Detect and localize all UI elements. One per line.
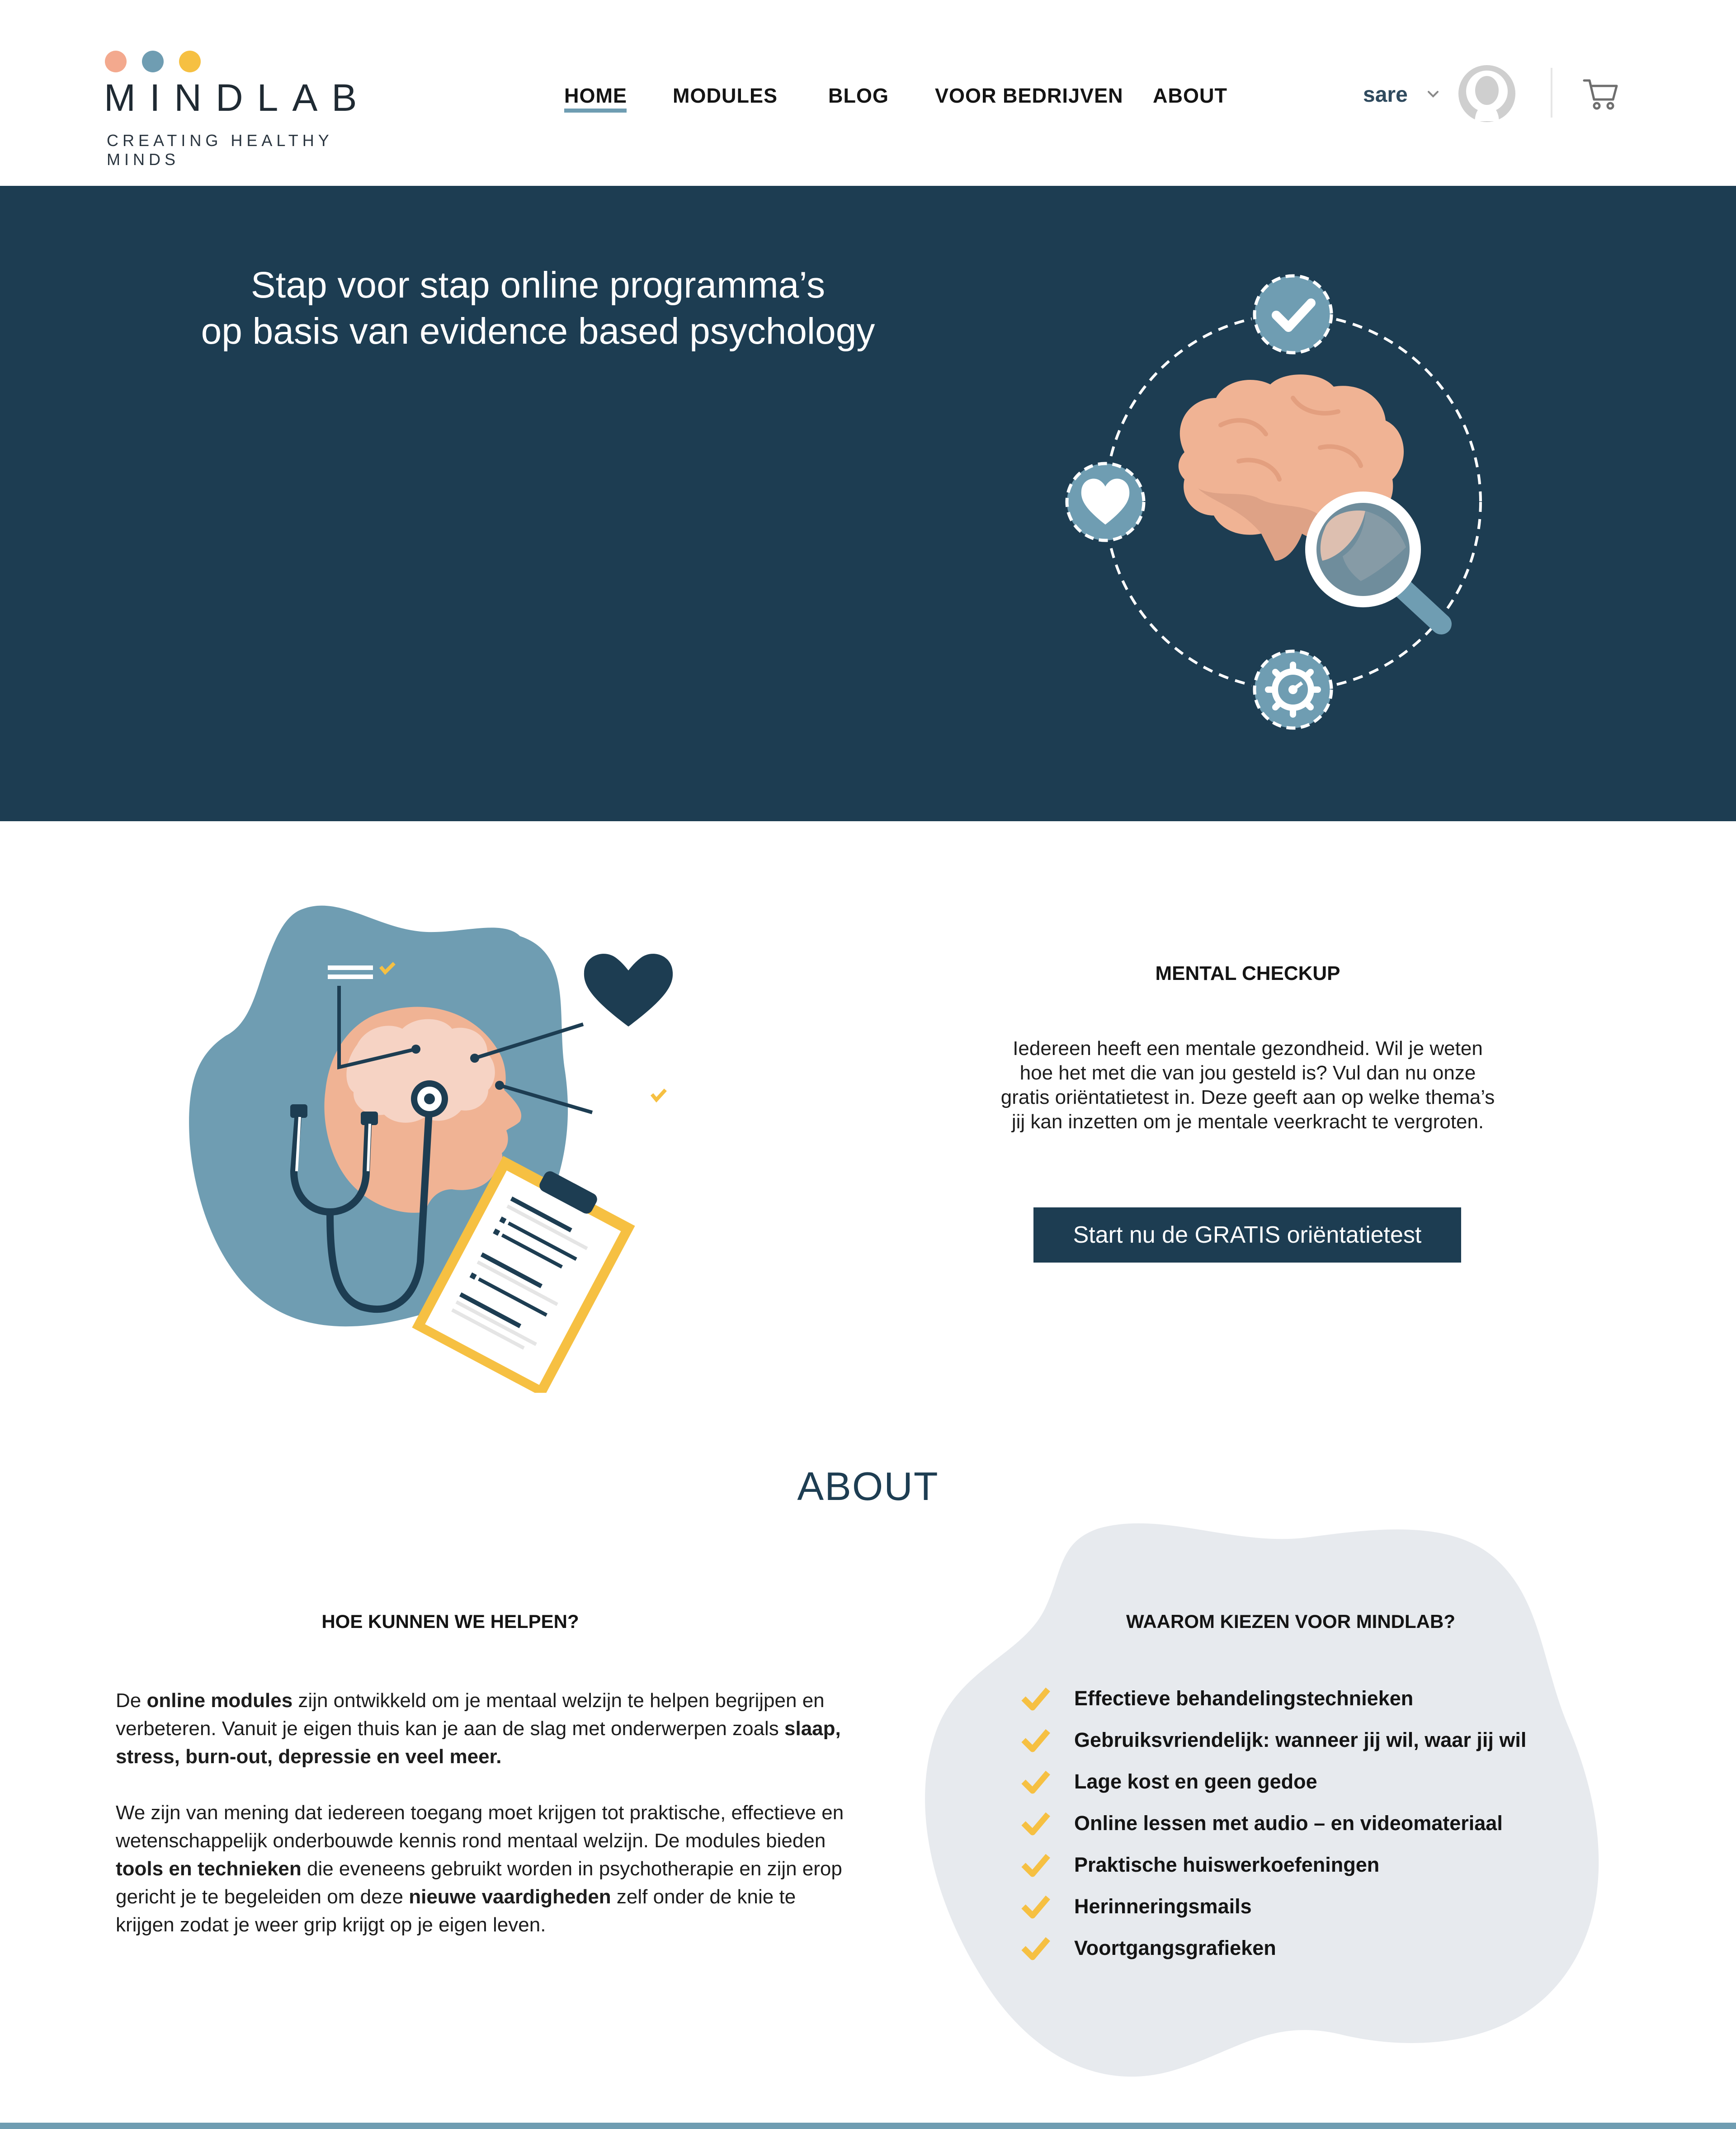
logo-tagline: CREATING HEALTHY MINDS xyxy=(107,131,333,169)
header-divider xyxy=(1551,68,1552,118)
help-text xyxy=(116,1687,848,1967)
magnifier-icon xyxy=(1305,492,1441,624)
checkup-line: Iedereen heeft een mentale gezondheid. Wil je weten xyxy=(1013,1037,1483,1060)
why-list-item xyxy=(1021,1844,1609,1886)
gear-icon xyxy=(1251,648,1335,731)
checkup-illustration xyxy=(185,900,737,1393)
footer-divider xyxy=(0,2123,1736,2129)
check-icon xyxy=(1021,1894,1051,1919)
start-test-button[interactable]: Start nu de GRATIS oriëntatietest xyxy=(1033,1207,1461,1263)
check-icon xyxy=(1021,1727,1051,1753)
logo-dot-blue xyxy=(142,51,164,72)
logo-wordmark: MINDLAB xyxy=(104,76,371,119)
hero-title-line-1: Stap voor stap online programma’s xyxy=(250,265,826,306)
why-item-label: Lage kost en geen gedoe xyxy=(1074,1770,1317,1793)
why-title: WAAROM KIEZEN VOOR MINDLAB? xyxy=(1126,1611,1455,1632)
hero-title xyxy=(104,262,972,355)
why-item-label: Voortgangsgrafieken xyxy=(1074,1936,1276,1959)
checkup-title: MENTAL CHECKUP xyxy=(1155,962,1340,984)
user-name[interactable]: sare xyxy=(1363,83,1408,107)
note-lines-right xyxy=(601,1090,665,1117)
heart-icon xyxy=(584,954,673,1027)
check-icon xyxy=(1021,1852,1051,1878)
why-item-label: Gebruiksvriendelijk: wanneer jij wil, waar jij wil xyxy=(1074,1728,1527,1751)
check-icon xyxy=(1021,1769,1051,1794)
help-title: HOE KUNNEN WE HELPEN? xyxy=(321,1611,579,1632)
why-item-label: Effectieve behandelingstechnieken xyxy=(1074,1687,1414,1710)
site-header xyxy=(0,0,1736,186)
check-icon xyxy=(1021,1935,1051,1961)
nav-about[interactable]: ABOUT xyxy=(1153,84,1227,107)
checkup-line: gratis oriëntatietest in. Deze geeft aan op welke thema’s xyxy=(1000,1086,1495,1108)
heart-icon xyxy=(1064,460,1147,544)
checkup-description xyxy=(954,1036,1542,1134)
why-list-item xyxy=(1021,1719,1609,1761)
why-list-item xyxy=(1021,1678,1609,1719)
why-item-label: Online lessen met audio – en videomateriaal xyxy=(1074,1812,1503,1835)
hero-title-line-2: op basis van evidence based psychology xyxy=(201,311,875,352)
about-title: ABOUT xyxy=(797,1464,939,1509)
cart-icon[interactable] xyxy=(1581,74,1619,112)
check-icon xyxy=(1251,273,1335,356)
chevron-down-icon[interactable] xyxy=(1424,85,1442,103)
logo[interactable] xyxy=(0,0,407,169)
why-list-item xyxy=(1021,1927,1609,1969)
help-paragraph-1: De online modules zijn ontwikkeld om je mentaal welzijn te helpen begrijpen en verbeteren. Vanuit je eigen thuis kan je aan de slag met onderwerpen zoals slaap, stress, burn-out, depressie en veel meer. xyxy=(116,1689,841,1768)
why-item-label: Praktische huiswerkoefeningen xyxy=(1074,1853,1380,1876)
nav-modules[interactable]: MODULES xyxy=(673,84,778,107)
check-icon xyxy=(1021,1686,1051,1711)
logo-dot-peach xyxy=(105,51,127,72)
nav-home[interactable]: HOME xyxy=(564,84,627,107)
why-list-item xyxy=(1021,1886,1609,1927)
why-list-item xyxy=(1021,1803,1609,1844)
hero-illustration xyxy=(1049,262,1537,755)
why-item-label: Herinneringsmails xyxy=(1074,1895,1252,1918)
nav-voor-bedrijven[interactable]: VOOR BEDRIJVEN xyxy=(935,84,1123,107)
help-paragraph-2: We zijn van mening dat iedereen toegang moet krijgen tot praktische, effectieve en wetenschappelijk onderbouwde kennis rond mentaal welzijn. De modules bieden tools en technieken die eveneens gebruikt worden in psychotherapie en zijn erop gericht je te begeleiden om deze nieuwe vaardigheden zelf onder de knie te krijgen zodat je weer grip krijgt op je eigen leven. xyxy=(116,1802,844,1936)
check-icon xyxy=(1021,1811,1051,1836)
logo-dot-yellow xyxy=(179,51,201,72)
avatar-icon[interactable] xyxy=(1458,64,1516,123)
nav-blog[interactable]: BLOG xyxy=(828,84,889,107)
nav-active-indicator xyxy=(564,109,627,113)
checkup-line: hoe het met die van jou gesteld is? Vul dan nu onze xyxy=(1019,1062,1476,1084)
why-list xyxy=(1021,1678,1609,1969)
why-list-item xyxy=(1021,1761,1609,1803)
checkup-line: jij kan inzetten om je mentale veerkracht te vergroten. xyxy=(1011,1111,1484,1133)
